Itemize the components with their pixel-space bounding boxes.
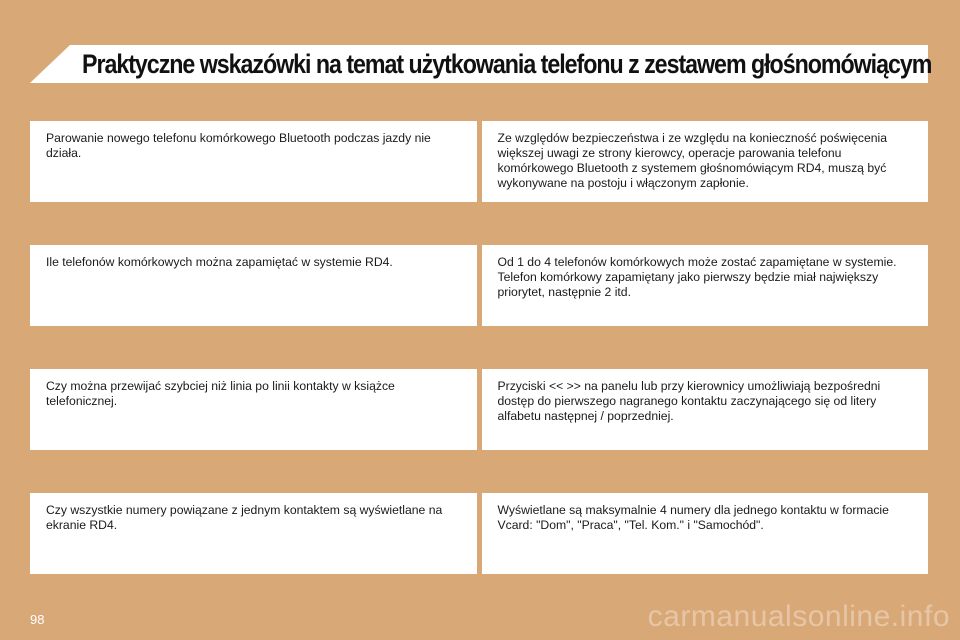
faq-question: Parowanie nowego telefonu komórkowego Bluetooth podczas jazdy nie działa.	[30, 121, 477, 202]
faq-row	[30, 369, 928, 450]
page-number: 98	[30, 612, 45, 627]
watermark: carmanualsonline.info	[647, 600, 950, 633]
faq-answer: Wyświetlane są maksymalnie 4 numery dla jednego kontaktu w formacie Vcard: "Dom", "Praca", "Tel. Kom." i "Samochód".	[482, 493, 929, 574]
faq-question: Ile telefonów komórkowych można zapamiętać w systemie RD4.	[30, 245, 477, 326]
faq-answer: Przyciski << >> na panelu lub przy kierownicy umożliwiają bezpośredni dostęp do pierwszego nagranego kontaktu zaczynającego się od litery alfabetu następnej / poprzedniej.	[482, 369, 929, 450]
title-banner	[30, 45, 932, 83]
faq-question: Czy można przewijać szybciej niż linia po linii kontakty w książce telefonicznej.	[30, 369, 477, 450]
faq-row	[30, 121, 928, 202]
faq-row	[30, 245, 928, 326]
faq-answer: Ze względów bezpieczeństwa i ze względu na konieczność poświęcenia większej uwagi ze strony kierowcy, operacje parowania telefonu komórkowego Bluetooth z systemem głośnomówiącym RD4, muszą być wykonywane na postoju i włączonym zapłonie.	[482, 121, 929, 202]
faq-grid	[30, 121, 928, 574]
faq-question: Czy wszystkie numery powiązane z jednym kontaktem są wyświetlane na ekranie RD4.	[30, 493, 477, 574]
faq-answer: Od 1 do 4 telefonów komórkowych może zostać zapamiętane w systemie. Telefon komórkowy zapamiętany jako pierwszy będzie miał największy priorytet, następnie 2 itd.	[482, 245, 929, 326]
page-title: Praktyczne wskazówki na temat użytkowania telefonu z zestawem głośnomówiącym	[82, 49, 932, 79]
faq-row	[30, 493, 928, 574]
